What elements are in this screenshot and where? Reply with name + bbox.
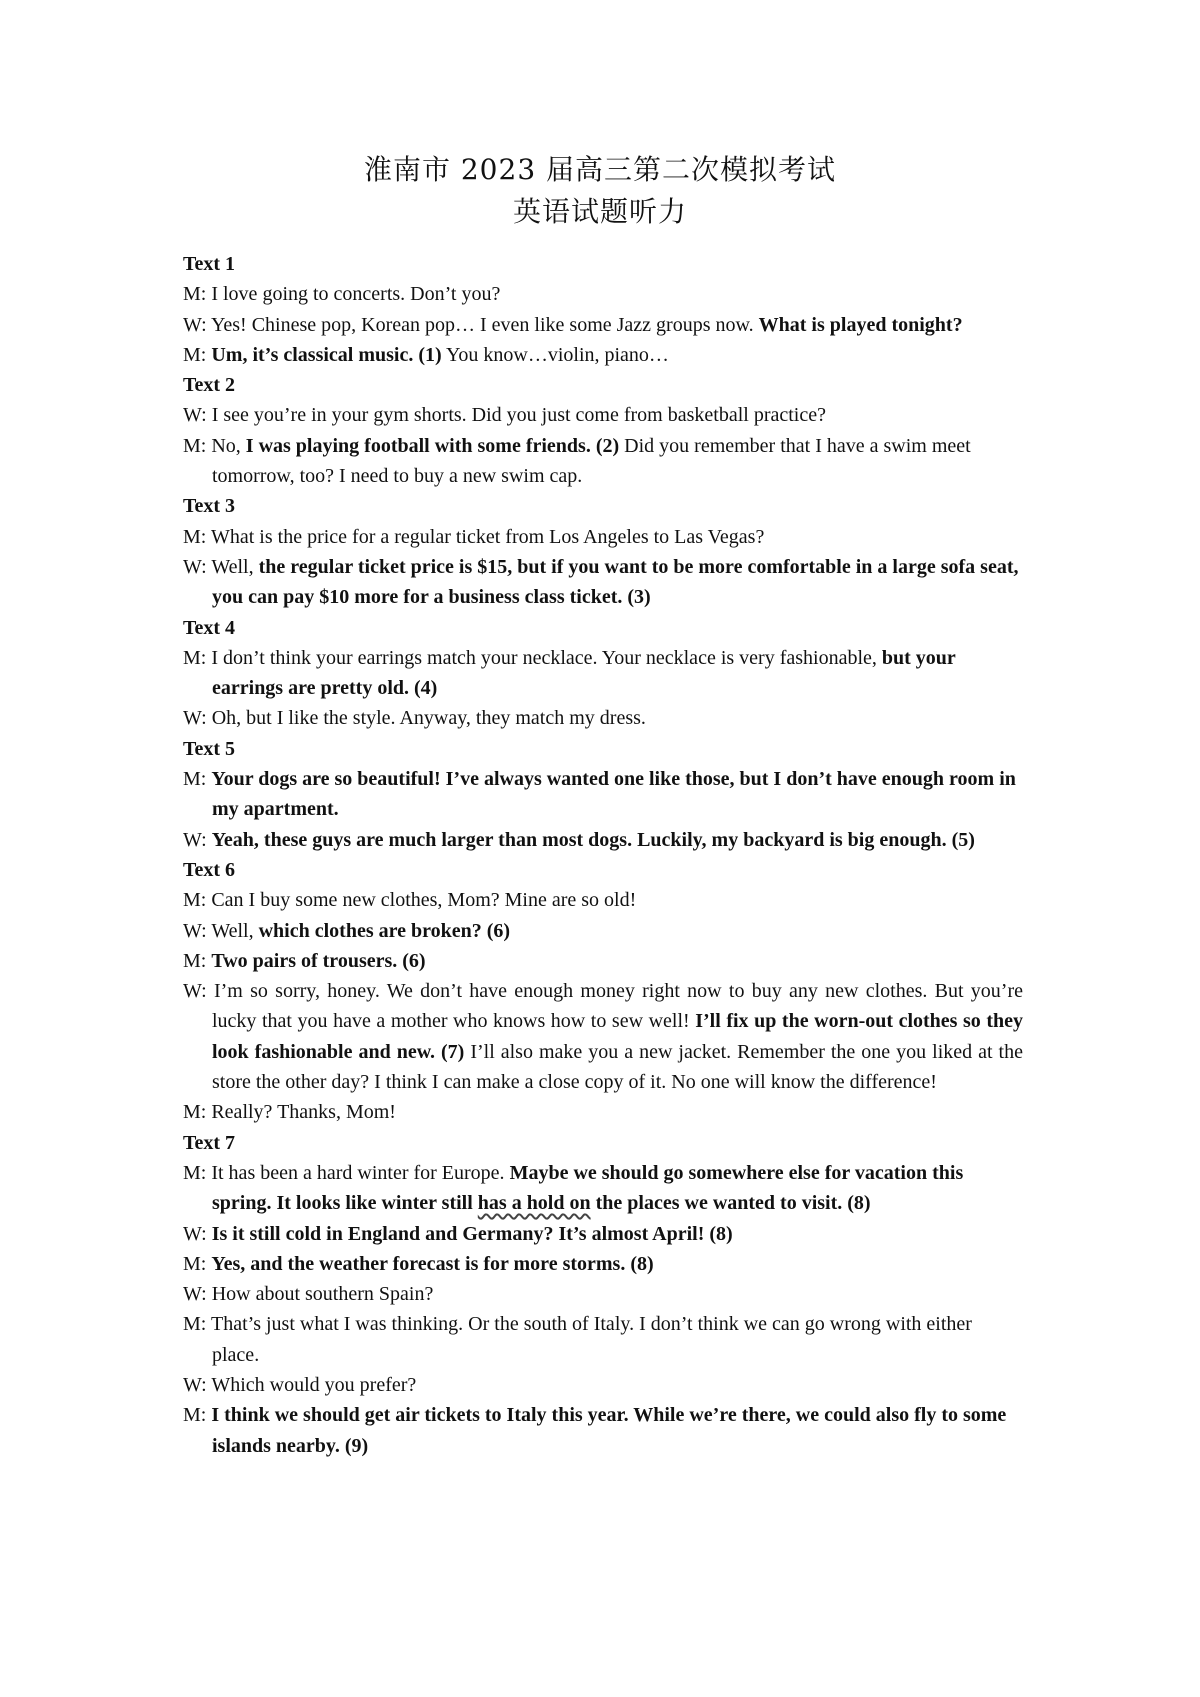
- dialogue-line: W: How about southern Spain?: [183, 1283, 434, 1306]
- dialogue-line: M: Yes, and the weather forecast is for more storms. (8): [183, 1252, 654, 1275]
- dialogue-line: W: Oh, but I like the style. Anyway, they match my dress.: [183, 707, 646, 730]
- dialogue-line: M: That’s just what I was thinking. Or the south of Italy. I don’t think we can go wrong with either place.: [183, 1313, 972, 1366]
- dialogue-line: M: Can I buy some new clothes, Mom? Mine are so old!: [183, 889, 637, 912]
- dialogue-line: W: Yes! Chinese pop, Korean pop… I even like some Jazz groups now. What is played tonight?: [183, 313, 963, 336]
- dialogue-line: M: It has been a hard winter for Europe. Maybe we should go somewhere else for vacation this spring. It looks like winter still has a hold on the places we wanted to visit. (8): [183, 1161, 964, 1215]
- dialogue-line: W: Well, the regular ticket price is $15, but if you want to be more comfortable in a large sofa seat, you can pay $10 more for a business class ticket. (3): [183, 555, 1019, 609]
- dialogue-line: M: Really? Thanks, Mom!: [183, 1101, 396, 1124]
- dialogue-line: M: Your dogs are so beautiful! I’ve always wanted one like those, but I don’t have enough room in my apartment.: [183, 768, 1016, 821]
- dialogue-line: M: I love going to concerts. Don’t you?: [183, 283, 501, 306]
- transcript: [183, 249, 1023, 1461]
- dialogue-line: M: No, I was playing football with some friends. (2) Did you remember that I have a swim meet tomorrow, too? I need to buy a new swim cap.: [183, 434, 971, 488]
- exam-subtitle: 英语试题听力: [512, 195, 687, 228]
- dialogue-line: M: Two pairs of trousers. (6): [183, 949, 426, 972]
- dialogue-line: W: Well, which clothes are broken? (6): [183, 919, 511, 942]
- text-heading: Text 2: [183, 374, 236, 397]
- dialogue-line: W: Which would you prefer?: [183, 1373, 417, 1396]
- text-heading: Text 1: [183, 253, 236, 275]
- dialogue-line: W: I’m so sorry, honey. We don’t have enough money right now to buy any new clothes. But you’re lucky that you have a mother who knows how to sew well! I’ll fix up the worn-out clothes so they look fashionable and new. (7) I’ll also make you a new jacket. Remember the one you liked at the store the other day? I think I can make a close copy of it. No one will know the difference!: [183, 980, 1024, 1094]
- wavy-underlined-phrase: has a hold on: [477, 1192, 591, 1215]
- dialogue-line: M: I think we should get air tickets to Italy this year. While we’re there, we could also fly to some islands nearby. (9): [183, 1404, 1007, 1457]
- text-heading: Text 7: [183, 1131, 236, 1154]
- text-heading: Text 5: [183, 737, 236, 760]
- exam-title: 淮南市 2023 届高三第二次模拟考试: [363, 153, 837, 186]
- dialogue-line: M: Um, it’s classical music. (1) You know…violin, piano…: [183, 343, 669, 366]
- text-heading: Text 6: [183, 858, 236, 881]
- text-heading: Text 3: [183, 495, 236, 518]
- dialogue-line: M: I don’t think your earrings match your necklace. Your necklace is very fashionable, but your earrings are pretty old. (4): [183, 646, 956, 700]
- dialogue-line: M: What is the price for a regular ticket from Los Angeles to Las Vegas?: [183, 525, 765, 548]
- dialogue-line: W: I see you’re in your gym shorts. Did you just come from basketball practice?: [183, 404, 826, 427]
- dialogue-line: W: Is it still cold in England and Germany? It’s almost April! (8): [183, 1222, 733, 1245]
- text-heading: Text 4: [183, 616, 236, 639]
- dialogue-line: W: Yeah, these guys are much larger than most dogs. Luckily, my backyard is big enough. (5): [183, 828, 975, 851]
